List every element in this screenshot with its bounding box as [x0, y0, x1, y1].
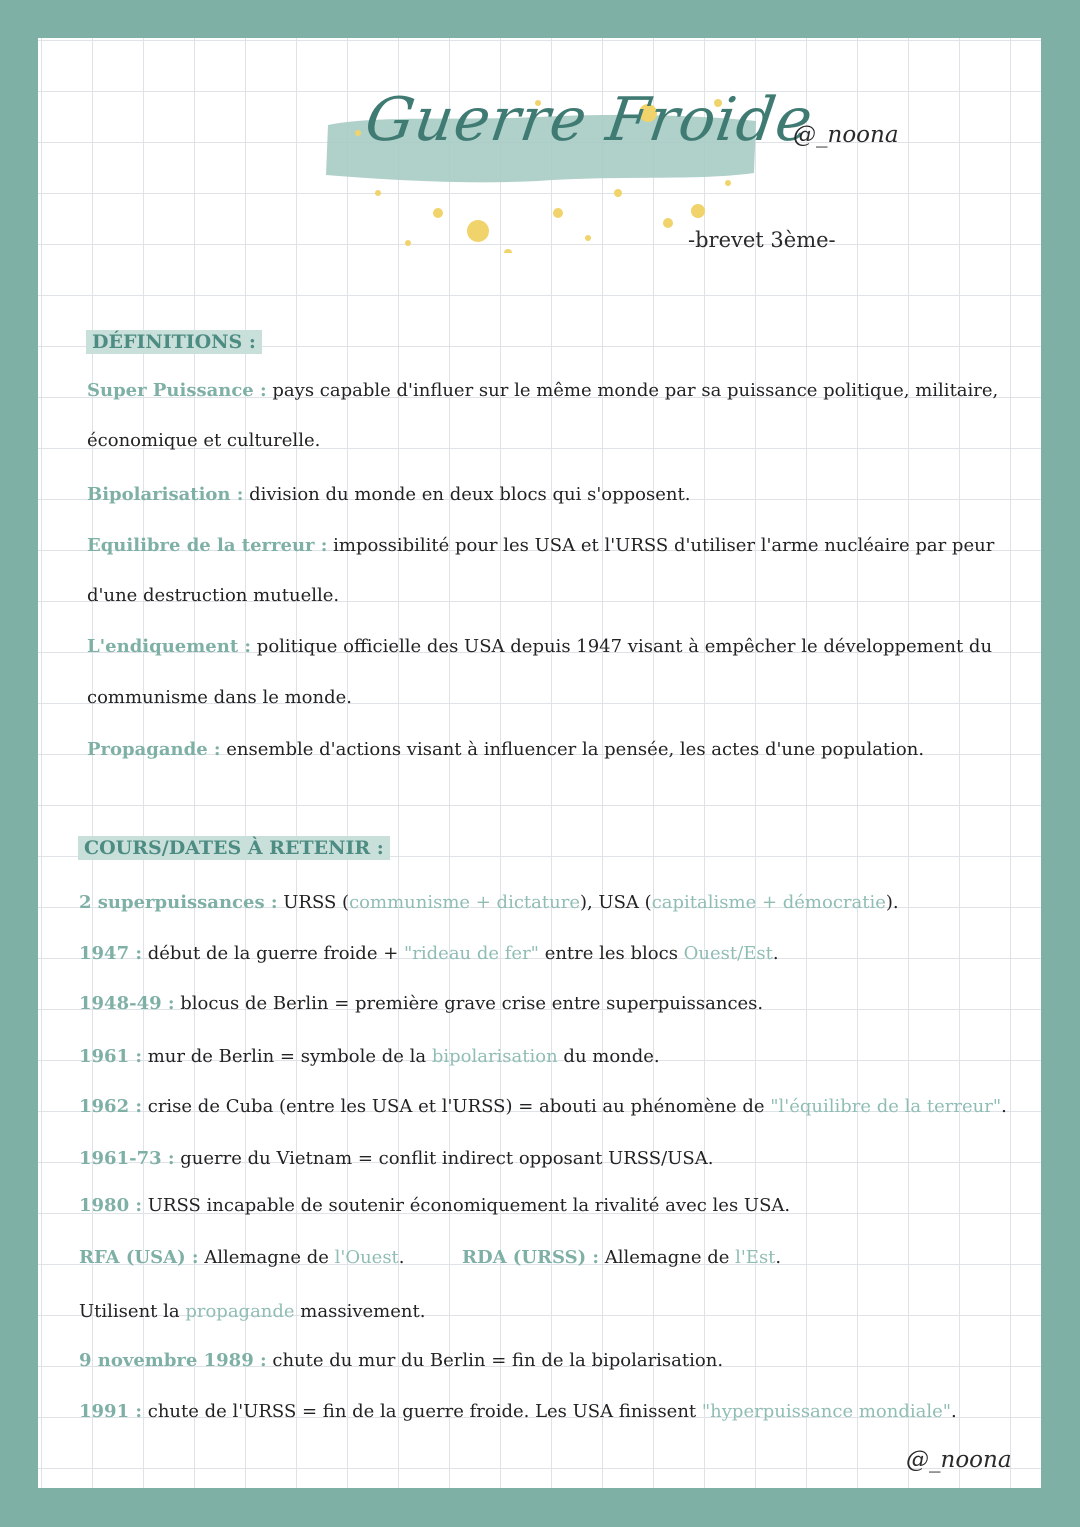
definition-line: Bipolarisation : division du monde en deux blocs qui s'opposent.: [87, 484, 691, 505]
definition-line: L'endiquement : politique officielle des USA depuis 1947 visant à empêcher le développement du: [87, 636, 993, 657]
definitions-heading: DÉFINITIONS :: [86, 330, 262, 354]
page-title: Guerre Froide: [361, 85, 818, 155]
definition-line: communisme dans le monde.: [87, 687, 353, 708]
notes-page: [38, 38, 1041, 1488]
author-handle: @_noona: [793, 122, 899, 148]
definition-line: Super Puissance : pays capable d'influer sur le même monde par sa puissance politique, militaire,: [87, 380, 999, 401]
definition-line: d'une destruction mutuelle.: [87, 585, 340, 606]
cours-line-rda: RDA (URSS) : Allemagne de l'Est.: [462, 1247, 782, 1268]
title-banner: [318, 63, 818, 253]
cours-line: Utilisent la propagande massivement.: [79, 1301, 426, 1322]
cours-line: 1961-73 : guerre du Vietnam = conflit indirect opposant URSS/USA.: [79, 1148, 714, 1169]
author-handle-footer: @_noona: [906, 1447, 1012, 1473]
cours-line: 1980 : URSS incapable de soutenir économiquement la rivalité avec les USA.: [79, 1195, 791, 1216]
cours-line: 1991 : chute de l'URSS = fin de la guerre froide. Les USA finissent "hyperpuissance mondiale".: [79, 1401, 957, 1422]
cours-line-rfa: RFA (USA) : Allemagne de l'Ouest.: [79, 1247, 405, 1268]
definition-line: Propagande : ensemble d'actions visant à influencer la pensée, les actes d'une population.: [87, 739, 925, 760]
page-subtitle: -brevet 3ème-: [688, 228, 836, 252]
cours-line: 1962 : crise de Cuba (entre les USA et l'URSS) = abouti au phénomène de "l'équilibre de la terreur".: [79, 1096, 1007, 1117]
cours-line: 1948-49 : blocus de Berlin = première grave crise entre superpuissances.: [79, 993, 764, 1014]
definition-line: Equilibre de la terreur : impossibilité pour les USA et l'URSS d'utiliser l'arme nucléaire par peur: [87, 535, 995, 556]
cours-line: 9 novembre 1989 : chute du mur du Berlin = fin de la bipolarisation.: [79, 1350, 724, 1371]
definition-line: économique et culturelle.: [87, 430, 321, 451]
cours-line: 1947 : début de la guerre froide + "rideau de fer" entre les blocs Ouest/Est.: [79, 943, 779, 964]
cours-heading: COURS/DATES À RETENIR :: [78, 836, 390, 860]
cours-line: 1961 : mur de Berlin = symbole de la bipolarisation du monde.: [79, 1046, 660, 1067]
cours-line: 2 superpuissances : URSS (communisme + dictature), USA (capitalisme + démocratie).: [79, 892, 899, 913]
